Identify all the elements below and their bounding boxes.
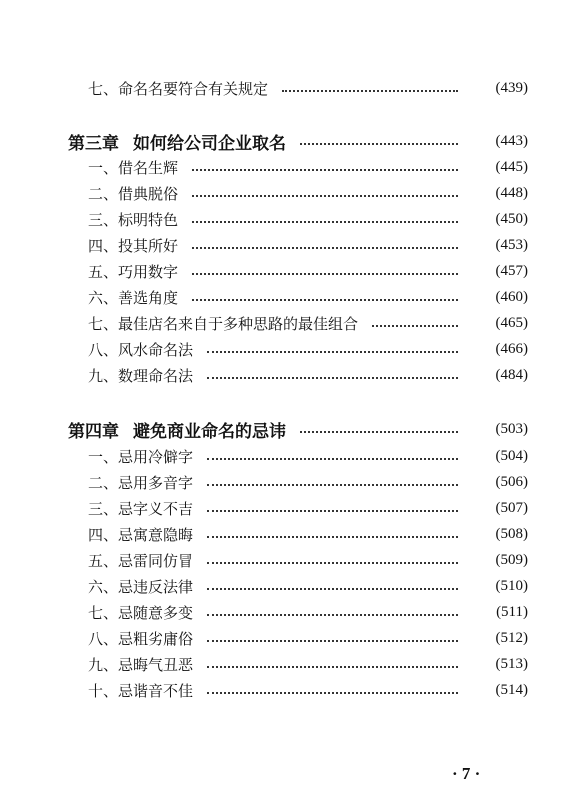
chapter-heading-4[interactable] (0, 416, 586, 442)
toc-entry-label: 六、善选角度 (88, 288, 179, 307)
dot-leader (207, 458, 458, 460)
chapter-page: (503) (495, 420, 528, 437)
dot-leader (207, 588, 458, 590)
toc-entry[interactable] (0, 573, 586, 599)
chapter-title: 如何给公司企业取名 (133, 133, 286, 154)
toc-entry[interactable] (0, 521, 586, 547)
toc-entry-page: (511) (496, 603, 528, 620)
toc-entry-label: 七、命名名要符合有关规定 (88, 79, 269, 98)
toc-entry[interactable] (0, 469, 586, 495)
toc-entry-page: (457) (495, 262, 528, 279)
toc-entry[interactable] (0, 75, 586, 101)
toc-entry-page: (465) (495, 314, 528, 331)
chapter-page: (443) (495, 132, 528, 149)
dot-leader (192, 195, 458, 197)
dot-leader (300, 431, 458, 433)
dot-leader (192, 299, 458, 301)
toc-entry-page: (484) (495, 366, 528, 383)
chapter-number: 第四章 (68, 421, 119, 442)
toc-entry[interactable] (0, 443, 586, 469)
toc-entry[interactable] (0, 206, 586, 232)
toc-entry[interactable] (0, 625, 586, 651)
toc-entry[interactable] (0, 599, 586, 625)
dot-leader (192, 247, 458, 249)
toc-entry-label: 八、风水命名法 (88, 340, 194, 359)
toc-entry-page: (448) (495, 184, 528, 201)
dot-leader (192, 273, 458, 275)
toc-entry-label: 六、忌违反法律 (88, 577, 194, 596)
toc-entry-label: 二、忌用多音字 (88, 473, 194, 492)
chapter-heading-3[interactable] (0, 128, 586, 154)
toc-entry[interactable] (0, 310, 586, 336)
dot-leader (207, 351, 458, 353)
toc-entry-page: (514) (495, 681, 528, 698)
toc-entry[interactable] (0, 362, 586, 388)
dot-leader (207, 666, 458, 668)
toc-entry-label: 一、忌用冷僻字 (88, 447, 194, 466)
dot-leader (207, 377, 458, 379)
toc-entry-page: (453) (495, 236, 528, 253)
toc-entry[interactable] (0, 284, 586, 310)
toc-entry-page: (506) (495, 473, 528, 490)
toc-entry-page: (460) (495, 288, 528, 305)
dot-leader (192, 221, 458, 223)
toc-entry[interactable] (0, 495, 586, 521)
dot-leader (192, 169, 458, 171)
toc-entry-page: (466) (495, 340, 528, 357)
toc-entry-label: 四、忌寓意隐晦 (88, 525, 194, 544)
toc-entry-page: (450) (495, 210, 528, 227)
toc-entry-page: (504) (495, 447, 528, 464)
dot-leader (207, 640, 458, 642)
dot-leader (207, 692, 458, 694)
dot-leader (300, 143, 458, 145)
toc-entry-page: (507) (495, 499, 528, 516)
dot-leader (372, 325, 458, 327)
toc-entry-label: 五、忌雷同仿冒 (88, 551, 194, 570)
toc-entry[interactable] (0, 336, 586, 362)
toc-entry-label: 一、借名生辉 (88, 158, 179, 177)
toc-entry-page: (509) (495, 551, 528, 568)
toc-entry-label: 三、标明特色 (88, 210, 179, 229)
toc-entry-label: 三、忌字义不吉 (88, 499, 194, 518)
toc-entry-label: 二、借典脱俗 (88, 184, 179, 203)
toc-entry-label: 七、忌随意多变 (88, 603, 194, 622)
chapter-heading-text (0, 129, 286, 154)
chapter-title: 避免商业命名的忌讳 (133, 421, 286, 442)
chapter-number: 第三章 (68, 133, 119, 154)
toc-entry-label: 七、最佳店名来自于多种思路的最佳组合 (88, 314, 359, 333)
toc-entry[interactable] (0, 154, 586, 180)
dot-leader (207, 510, 458, 512)
toc-entry-label: 十、忌谐音不佳 (88, 681, 194, 700)
toc-entry[interactable] (0, 651, 586, 677)
toc-entry-label: 八、忌粗劣庸俗 (88, 629, 194, 648)
chapter-heading-text (0, 417, 286, 442)
toc-entry-page: (512) (495, 629, 528, 646)
dot-leader (282, 90, 458, 92)
toc-entry[interactable] (0, 547, 586, 573)
toc-entry[interactable] (0, 677, 586, 703)
toc-entry[interactable] (0, 258, 586, 284)
toc-entry-page: (513) (495, 655, 528, 672)
toc-entry[interactable] (0, 232, 586, 258)
toc-entry-page: (508) (495, 525, 528, 542)
toc-entry-page: (439) (495, 79, 528, 96)
dot-leader (207, 484, 458, 486)
dot-leader (207, 536, 458, 538)
toc-entry-label: 五、巧用数字 (88, 262, 179, 281)
toc-entry-label: 九、数理命名法 (88, 366, 194, 385)
toc-entry-label: 四、投其所好 (88, 236, 179, 255)
toc-entry-label: 九、忌晦气丑恶 (88, 655, 194, 674)
dot-leader (207, 614, 458, 616)
toc-entry-page: (445) (495, 158, 528, 175)
page-number: · 7 · (452, 764, 481, 783)
dot-leader (207, 562, 458, 564)
toc-entry-page: (510) (495, 577, 528, 594)
toc-entry[interactable] (0, 180, 586, 206)
